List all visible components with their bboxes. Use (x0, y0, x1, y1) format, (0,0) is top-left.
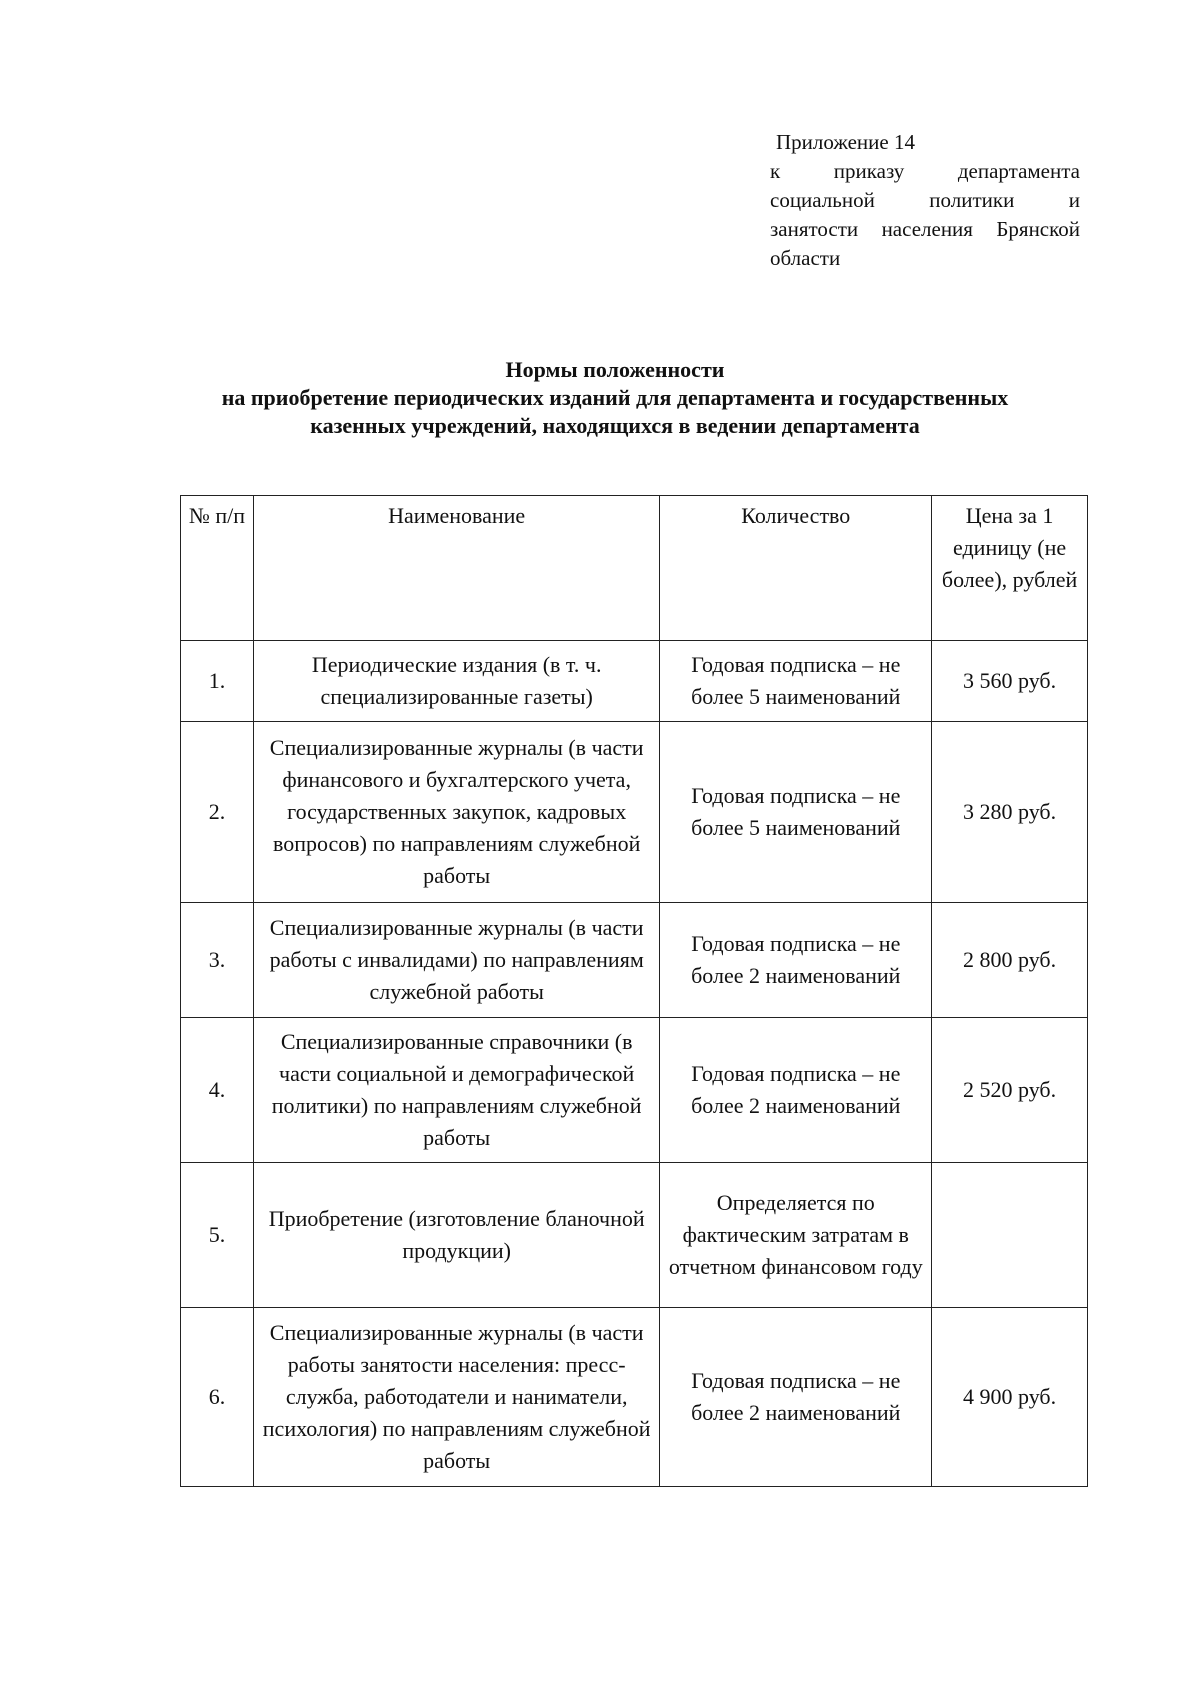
row-num: 5. (181, 1163, 254, 1308)
row-num: 4. (181, 1018, 254, 1163)
norms-table (180, 495, 1088, 1487)
row-quantity: Годовая подписка – не более 5 наименований (660, 641, 932, 722)
row-num: 3. (181, 903, 254, 1018)
row-quantity: Годовая подписка – не более 2 наименований (660, 1308, 932, 1487)
appendix-line: к приказу департамента (770, 159, 1080, 183)
row-price (932, 1163, 1088, 1308)
table-row (181, 641, 1088, 722)
title-line: Нормы положенности (505, 357, 725, 382)
title-line: казенных учреждений, находящихся в ведении департамента (310, 413, 920, 438)
appendix-number: Приложение 14 (776, 130, 915, 154)
row-price: 3 560 руб. (932, 641, 1088, 722)
header-price: Цена за 1 единицу (не более), рублей (932, 496, 1088, 641)
document-title (150, 356, 1080, 440)
table-row (181, 903, 1088, 1018)
row-name: Приобретение (изготовление бланочной продукции) (253, 1163, 660, 1308)
row-name: Периодические издания (в т. ч. специализированные газеты) (253, 641, 660, 722)
table-row (181, 1018, 1088, 1163)
table-header-row (181, 496, 1088, 641)
row-num: 1. (181, 641, 254, 722)
row-name: Специализированные справочники (в части социальной и демографической политики) по направлениям служебной работы (253, 1018, 660, 1163)
appendix-line: области (770, 246, 841, 270)
row-price: 3 280 руб. (932, 722, 1088, 903)
header-num: № п/п (181, 496, 254, 641)
title-line: на приобретение периодических изданий для департамента и государственных (221, 385, 1009, 410)
row-name: Специализированные журналы (в части финансового и бухгалтерского учета, государственных закупок, кадровых вопросов) по направлениям служебной работы (253, 722, 660, 903)
row-name: Специализированные журналы (в части работы занятости населения: пресс-служба, работодатели и наниматели, психология) по направлениям служебной работы (253, 1308, 660, 1487)
row-num: 2. (181, 722, 254, 903)
table-row (181, 1163, 1088, 1308)
row-quantity: Годовая подписка – не более 2 наименований (660, 1018, 932, 1163)
row-quantity: Годовая подписка – не более 2 наименований (660, 903, 932, 1018)
appendix-line: социальной политики и (770, 188, 1080, 212)
row-price: 2 800 руб. (932, 903, 1088, 1018)
appendix-block (770, 128, 1080, 273)
row-price: 2 520 руб. (932, 1018, 1088, 1163)
header-quantity: Количество (660, 496, 932, 641)
table-row (181, 722, 1088, 903)
header-name: Наименование (253, 496, 660, 641)
row-num: 6. (181, 1308, 254, 1487)
table-row (181, 1308, 1088, 1487)
row-name: Специализированные журналы (в части работы с инвалидами) по направлениям служебной работы (253, 903, 660, 1018)
appendix-line: занятости населения Брянской (770, 217, 1080, 241)
row-quantity: Годовая подписка – не более 5 наименований (660, 722, 932, 903)
row-quantity: Определяется по фактическим затратам в отчетном финансовом году (660, 1163, 932, 1308)
row-price: 4 900 руб. (932, 1308, 1088, 1487)
